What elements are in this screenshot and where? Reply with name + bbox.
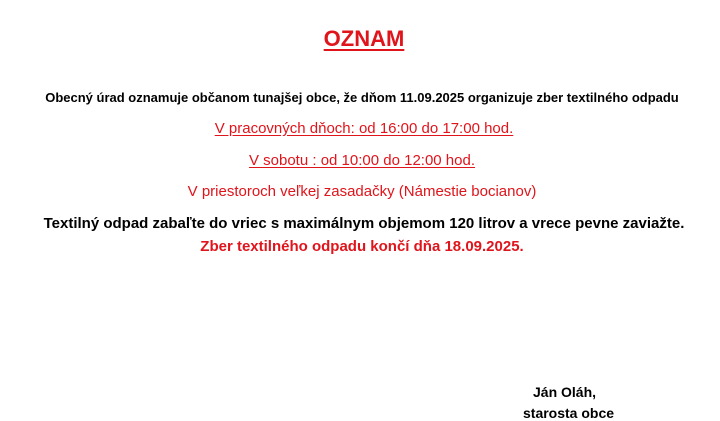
saturday-hours: V sobotu : od 10:00 do 12:00 hod. xyxy=(248,152,476,169)
announcement-intro: Obecný úrad oznamuje občanom tunajšej obce, že dňom 11.09.2025 organizuje zber textilného odpadu xyxy=(45,90,679,105)
collection-location: V priestoroch veľkej zasadačky (Námestie bocianov) xyxy=(187,183,537,200)
collection-end-notice: Zber textilného odpadu končí dňa 18.09.2025. xyxy=(200,238,524,255)
weekday-hours: V pracovných dňoch: od 16:00 do 17:00 hod. xyxy=(214,120,514,137)
signature-role: starosta obce xyxy=(523,405,615,421)
signature-name: Ján Oláh, xyxy=(533,384,597,400)
packing-instructions: Textilný odpad zabaľte do vriec s maximálnym objemom 120 litrov a vrece pevne zaviažte. xyxy=(43,215,685,232)
announcement-title: OZNAM xyxy=(323,26,405,51)
